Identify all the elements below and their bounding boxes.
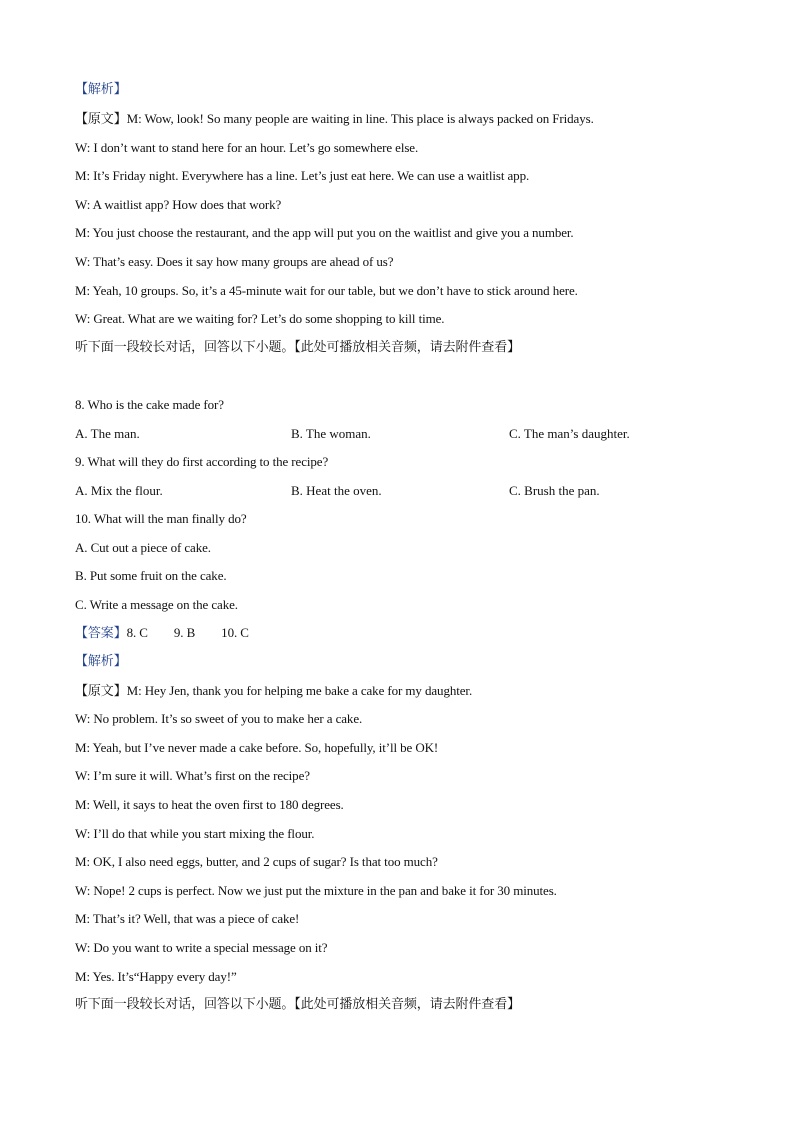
question-10-stem: 10. What will the man finally do? — [75, 511, 247, 526]
dialogue-line: W: Do you want to write a special message on it? — [75, 940, 328, 955]
dialogue-line: M: It’s Friday night. Everywhere has a line. Let’s just eat here. We can use a waitlist app. — [75, 168, 530, 183]
original-text-label-2: 【原文】 — [75, 684, 127, 699]
dialogue-line: M: Yes. It’s“Happy every day!” — [75, 969, 237, 984]
answer-line — [75, 624, 275, 643]
question-8-option-c: C. The man’s daughter. — [509, 426, 630, 441]
listening-instruction-2: 听下面一段较长对话，回答以下小题。【此处可播放相关音频，请去附件查看】 — [75, 997, 521, 1012]
analysis-heading-1: 【解析】 — [75, 82, 127, 97]
answer-item: 8. C — [126, 625, 148, 640]
dialogue-line: M: OK, I also need eggs, butter, and 2 cups of sugar? Is that too much? — [75, 854, 438, 869]
dialogue-line: W: Nope! 2 cups is perfect. Now we just put the mixture in the pan and bake it for 30 minutes. — [75, 883, 557, 898]
question-8-option-a: A. The man. — [75, 426, 140, 441]
transcript-first-line-2: 【原文】M: Hey Jen, thank you for helping me bake a cake for my daughter. — [75, 683, 473, 699]
dialogue-line: M: That’s it? Well, that was a piece of cake! — [75, 911, 300, 926]
listening-instruction-1: 听下面一段较长对话，回答以下小题。【此处可播放相关音频，请去附件查看】 — [75, 340, 521, 355]
question-9-option-c: C. Brush the pan. — [509, 483, 600, 498]
dialogue-line: M: Well, it says to heat the oven first to 180 degrees. — [75, 797, 344, 812]
answer-item: 10. C — [221, 625, 249, 640]
dialogue-line: W: That’s easy. Does it say how many groups are ahead of us? — [75, 254, 394, 269]
dialogue-line: W: No problem. It’s so sweet of you to make her a cake. — [75, 711, 363, 726]
question-10-option-a: A. Cut out a piece of cake. — [75, 540, 211, 555]
dialogue-line: W: Great. What are we waiting for? Let’s do some shopping to kill time. — [75, 311, 445, 326]
question-9-stem: 9. What will they do first according to the recipe? — [75, 454, 329, 469]
transcript-first-line-1: 【原文】M: Wow, look! So many people are waiting in line. This place is always packed on Fridays. — [75, 111, 594, 127]
original-text-label-1: 【原文】 — [75, 112, 127, 127]
dialogue-line: M: Yeah, 10 groups. So, it’s a 45-minute wait for our table, but we don’t have to stick around here. — [75, 283, 578, 298]
answer-label: 【答案】 — [75, 626, 127, 641]
dialogue-line: W: I’m sure it will. What’s first on the recipe? — [75, 768, 310, 783]
question-9-option-b: B. Heat the oven. — [291, 483, 382, 498]
question-9-option-a: A. Mix the flour. — [75, 483, 163, 498]
dialogue-line: M: Yeah, but I’ve never made a cake before. So, hopefully, it’ll be OK! — [75, 740, 439, 755]
analysis-heading-2: 【解析】 — [75, 654, 127, 669]
question-8-option-b: B. The woman. — [291, 426, 371, 441]
dialogue-line: W: A waitlist app? How does that work? — [75, 197, 282, 212]
dialogue-line: W: I’ll do that while you start mixing the flour. — [75, 826, 315, 841]
question-10-option-b: B. Put some fruit on the cake. — [75, 568, 227, 583]
answer-item: 9. B — [173, 625, 196, 640]
question-8-stem: 8. Who is the cake made for? — [75, 397, 224, 412]
question-10-option-c: C. Write a message on the cake. — [75, 597, 238, 612]
dialogue-line: M: You just choose the restaurant, and the app will put you on the waitlist and give you a number. — [75, 225, 574, 240]
dialogue-line: W: I don’t want to stand here for an hour. Let’s go somewhere else. — [75, 140, 419, 155]
